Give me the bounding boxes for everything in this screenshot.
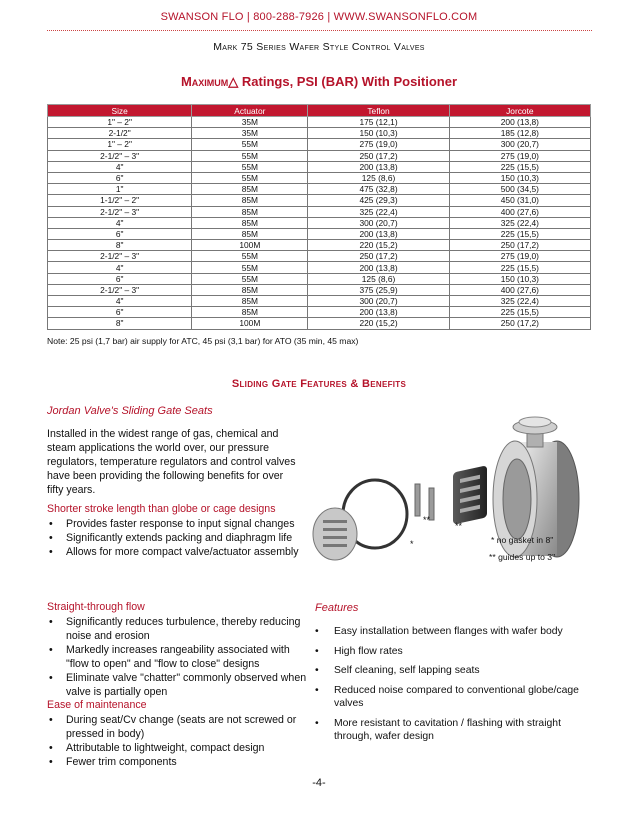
table-cell: 325 (22,4) — [308, 206, 449, 217]
table-cell: 85M — [192, 296, 308, 307]
table-cell: 150 (10,3) — [449, 273, 590, 284]
table-row — [48, 161, 591, 172]
table-cell: 2-1/2" – 3" — [48, 251, 192, 262]
table-cell: 400 (27,6) — [449, 206, 590, 217]
table-cell: 2-1/2" – 3" — [48, 150, 192, 161]
contact-header: SWANSON FLO | 800-288-7926 | WWW.SWANSONFLO.COM — [160, 11, 478, 23]
footnote-guides: ** guides up to 3" — [489, 552, 556, 562]
table-cell: 225 (15,5) — [449, 161, 590, 172]
table-cell: 85M — [192, 228, 308, 239]
table-cell: 4" — [48, 296, 192, 307]
table-cell: 55M — [192, 161, 308, 172]
table-row — [48, 128, 591, 139]
column-header: Jorcote — [449, 105, 590, 117]
valve-exploded-diagram — [305, 402, 585, 577]
table-cell: 35M — [192, 128, 308, 139]
table-cell: 6" — [48, 307, 192, 318]
moving-disc — [453, 465, 487, 524]
table-cell: 2-1/2" – 3" — [48, 284, 192, 295]
table-cell: 225 (15,5) — [449, 262, 590, 273]
table-cell: 150 (10,3) — [449, 172, 590, 183]
list-item: • More resistant to cavitation / flashing with straight through, wafer design — [313, 717, 598, 744]
table-cell: 275 (19,0) — [308, 139, 449, 150]
table-row — [48, 217, 591, 228]
table-row — [48, 206, 591, 217]
table-cell: 220 (15,2) — [308, 318, 449, 329]
list-item: • Significantly extends packing and diaphragm life — [47, 531, 307, 545]
benefit-list-maintenance — [47, 713, 307, 769]
table-cell: 2-1/2" — [48, 128, 192, 139]
list-item: • Eliminate valve "chatter" commonly observed when valve is partially open — [47, 671, 307, 699]
table-cell: 85M — [192, 184, 308, 195]
ratings-title-prefix: Maximum — [180, 74, 229, 89]
table-row — [48, 150, 591, 161]
table-cell: 200 (13,8) — [308, 228, 449, 239]
intro-paragraph: Installed in the widest range of gas, chemical and steam applications the world over, our pressure regulators, temperature regulators and control valves have been providing the following benefits for over fifty years. — [47, 428, 296, 496]
table-cell: 225 (15,5) — [449, 307, 590, 318]
table-cell: 55M — [192, 172, 308, 183]
table-cell: 300 (20,7) — [308, 296, 449, 307]
table-cell: 85M — [192, 307, 308, 318]
table-cell: 6" — [48, 273, 192, 284]
table-cell: 450 (31,0) — [449, 195, 590, 206]
benefit-heading-stroke: Shorter stroke length than globe or cage designs — [47, 503, 276, 515]
page-number: -4- — [312, 777, 326, 789]
table-row — [48, 172, 591, 183]
table-cell: 2-1/2" – 3" — [48, 206, 192, 217]
table-header-row — [48, 105, 591, 117]
table-cell: 100M — [192, 318, 308, 329]
ratings-table — [47, 104, 591, 330]
sliding-gate-title: Sliding Gate Features & Benefits — [231, 378, 407, 390]
table-cell: 325 (22,4) — [449, 296, 590, 307]
table-cell: 8" — [48, 318, 192, 329]
table-cell: 85M — [192, 284, 308, 295]
table-cell: 35M — [192, 117, 308, 128]
table-row — [48, 117, 591, 128]
ratings-title-rest: Ratings, PSI (BAR) With Positioner — [238, 74, 458, 89]
table-cell: 1" — [48, 184, 192, 195]
table-cell: 55M — [192, 139, 308, 150]
table-cell: 55M — [192, 273, 308, 284]
table-cell: 375 (25,9) — [308, 284, 449, 295]
table-row — [48, 240, 591, 251]
ratings-note: Note: 25 psi (1,7 bar) air supply for ATC, 45 psi (3,1 bar) for ATO (35 min, 45 max) — [47, 336, 359, 346]
table-cell: 250 (17,2) — [449, 240, 590, 251]
delta-symbol: △ — [228, 74, 239, 89]
table-row — [48, 195, 591, 206]
table-cell: 250 (17,2) — [308, 251, 449, 262]
list-item: • Reduced noise compared to conventional globe/cage valves — [313, 684, 598, 711]
figure-mark-guide: ** — [455, 521, 463, 531]
benefit-list-flow — [47, 615, 307, 699]
table-cell: 85M — [192, 206, 308, 217]
table-cell: 400 (27,6) — [449, 284, 590, 295]
table-cell: 6" — [48, 172, 192, 183]
table-cell: 275 (19,0) — [449, 251, 590, 262]
table-row — [48, 318, 591, 329]
table-cell: 275 (19,0) — [449, 150, 590, 161]
table-cell: 200 (13,8) — [308, 262, 449, 273]
table-cell: 1" – 2" — [48, 139, 192, 150]
document-subtitle: Mark 75 Series Wafer Style Control Valves — [213, 41, 425, 53]
list-item: • Provides faster response to input signal changes — [47, 517, 307, 531]
table-cell: 175 (12,1) — [308, 117, 449, 128]
table-cell: 220 (15,2) — [308, 240, 449, 251]
table-row — [48, 273, 591, 284]
table-cell: 8" — [48, 240, 192, 251]
table-cell: 200 (13,8) — [449, 117, 590, 128]
table-cell: 325 (22,4) — [449, 217, 590, 228]
table-cell: 425 (29,3) — [308, 195, 449, 206]
table-row — [48, 296, 591, 307]
table-cell: 300 (20,7) — [449, 139, 590, 150]
table-cell: 1-1/2" – 2" — [48, 195, 192, 206]
table-cell: 225 (15,5) — [449, 228, 590, 239]
table-cell: 250 (17,2) — [308, 150, 449, 161]
list-item: • Significantly reduces turbulence, thereby reducing noise and erosion — [47, 615, 307, 643]
table-row — [48, 284, 591, 295]
table-cell: 85M — [192, 195, 308, 206]
table-cell: 6" — [48, 228, 192, 239]
table-cell: 475 (32,8) — [308, 184, 449, 195]
column-header: Size — [48, 105, 192, 117]
benefit-list-stroke — [47, 517, 307, 559]
list-item: • Self cleaning, self lapping seats — [313, 664, 598, 678]
table-cell: 200 (13,8) — [308, 161, 449, 172]
sliding-gate-subtitle: Jordan Valve's Sliding Gate Seats — [47, 405, 213, 417]
column-header: Teflon — [308, 105, 449, 117]
table-cell: 125 (8,6) — [308, 273, 449, 284]
table-cell: 185 (12,8) — [449, 128, 590, 139]
benefit-heading-flow: Straight-through flow — [47, 601, 145, 613]
list-item: • High flow rates — [313, 645, 598, 659]
table-cell: 200 (13,8) — [308, 307, 449, 318]
features-list — [313, 625, 598, 750]
table-row — [48, 262, 591, 273]
table-cell: 55M — [192, 150, 308, 161]
benefit-heading-maintenance: Ease of maintenance — [47, 699, 147, 711]
table-cell: 4" — [48, 217, 192, 228]
footnote-gasket: * no gasket in 8" — [491, 535, 554, 545]
list-item: • Allows for more compact valve/actuator assembly — [47, 545, 307, 559]
table-cell: 1" – 2" — [48, 117, 192, 128]
table-row — [48, 139, 591, 150]
figure-mark-gasket: * — [410, 539, 414, 549]
table-row — [48, 184, 591, 195]
ratings-title — [0, 74, 638, 90]
list-item: • Markedly increases rangeability associated with "flow to open" and "flow to close" designs — [47, 643, 307, 671]
list-item: • Attributable to lightweight, compact design — [47, 741, 307, 755]
table-cell: 300 (20,7) — [308, 217, 449, 228]
table-cell: 250 (17,2) — [449, 318, 590, 329]
table-cell: 150 (10,3) — [308, 128, 449, 139]
table-cell: 500 (34,5) — [449, 184, 590, 195]
table-cell: 100M — [192, 240, 308, 251]
list-item: • Easy installation between flanges with wafer body — [313, 625, 598, 639]
list-item: • Fewer trim components — [47, 755, 307, 769]
figure-mark-guide: ** — [423, 515, 431, 525]
features-title: Features — [315, 602, 359, 614]
list-item: • During seat/Cv change (seats are not screwed or pressed in body) — [47, 713, 307, 741]
table-row — [48, 307, 591, 318]
table-cell: 4" — [48, 262, 192, 273]
table-cell: 55M — [192, 251, 308, 262]
header-divider — [47, 30, 592, 31]
table-cell: 4" — [48, 161, 192, 172]
table-row — [48, 228, 591, 239]
table-cell: 125 (8,6) — [308, 172, 449, 183]
column-header: Actuator — [192, 105, 308, 117]
stationary-seat — [313, 508, 357, 560]
table-row — [48, 251, 591, 262]
table-cell: 55M — [192, 262, 308, 273]
table-cell: 85M — [192, 217, 308, 228]
